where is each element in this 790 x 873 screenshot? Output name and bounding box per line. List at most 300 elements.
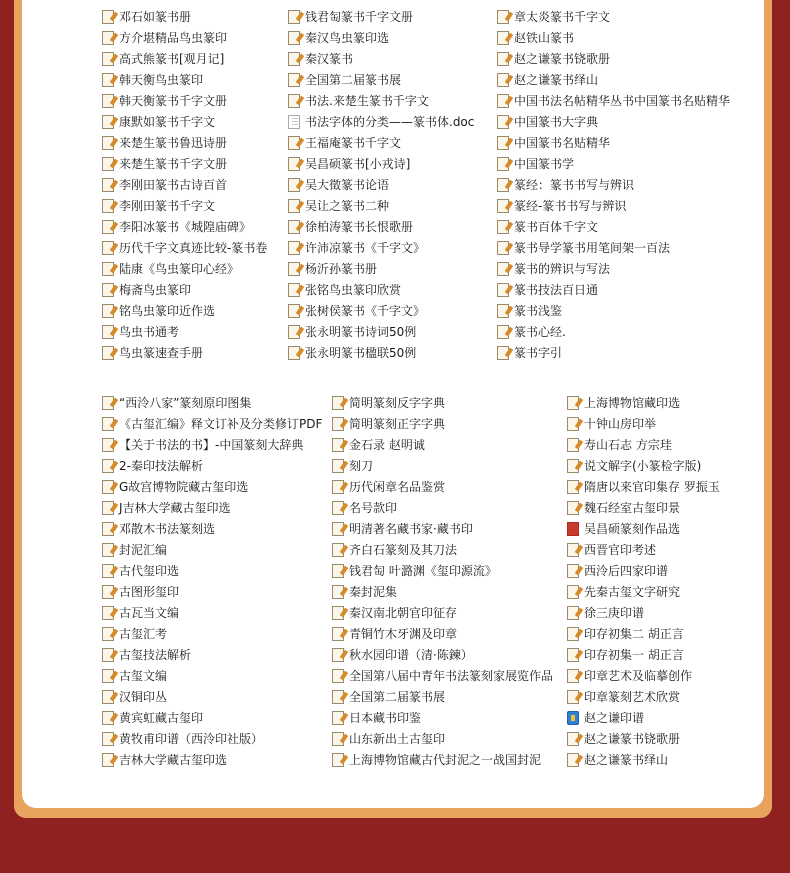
file-item[interactable] xyxy=(497,216,737,237)
file-item[interactable] xyxy=(567,581,747,602)
file-item[interactable] xyxy=(102,216,288,237)
file-item[interactable] xyxy=(102,476,332,497)
file-column xyxy=(497,6,737,363)
pdf-file-icon xyxy=(567,459,579,473)
file-item[interactable] xyxy=(567,749,747,770)
file-item[interactable] xyxy=(497,279,737,300)
pdf-file-icon xyxy=(102,438,114,452)
file-item[interactable] xyxy=(567,518,747,539)
file-name: 先秦古玺文字研究 xyxy=(584,585,681,599)
pdf-file-icon xyxy=(332,501,344,515)
file-name: 赵之谦篆书绎山 xyxy=(584,753,669,767)
file-name: 中国书法名帖精华丛书中国篆书名贴精华 xyxy=(514,94,731,108)
pdf-file-icon xyxy=(497,94,509,108)
file-item[interactable] xyxy=(102,497,332,518)
file-item[interactable] xyxy=(288,153,497,174)
file-name: 韩天衡篆书千字文册 xyxy=(119,94,228,108)
app-file-icon xyxy=(567,711,579,725)
pdf-file-icon xyxy=(567,480,579,494)
pdf-file-icon xyxy=(497,31,509,45)
pdf-file-icon xyxy=(102,73,114,87)
file-item[interactable] xyxy=(497,237,737,258)
file-item[interactable] xyxy=(102,237,288,258)
file-name: 明清著名藏书家·藏书印 xyxy=(349,522,473,536)
file-item[interactable] xyxy=(567,623,747,644)
file-item[interactable] xyxy=(332,497,567,518)
file-item[interactable] xyxy=(102,300,288,321)
file-item[interactable] xyxy=(497,69,737,90)
file-item[interactable] xyxy=(497,300,737,321)
file-item[interactable] xyxy=(497,27,737,48)
file-name: 中国篆书名贴精华 xyxy=(514,136,611,150)
file-name: 说文解字(小篆检字版) xyxy=(584,459,702,473)
file-item[interactable] xyxy=(332,602,567,623)
pdf-file-icon xyxy=(288,52,300,66)
pdf-file-icon xyxy=(288,304,300,318)
file-name: 邓散木书法篆刻选 xyxy=(119,522,216,536)
file-grid-2 xyxy=(102,392,747,770)
file-item[interactable] xyxy=(288,132,497,153)
file-item[interactable] xyxy=(102,48,288,69)
file-item[interactable] xyxy=(332,476,567,497)
file-item[interactable] xyxy=(102,518,332,539)
file-item[interactable] xyxy=(332,686,567,707)
pdf-file-icon xyxy=(332,438,344,452)
file-item[interactable] xyxy=(102,6,288,27)
file-item[interactable] xyxy=(102,111,288,132)
pdf-file-icon xyxy=(497,283,509,297)
file-item[interactable] xyxy=(497,90,737,111)
pdf-file-icon xyxy=(332,585,344,599)
pdf-file-icon xyxy=(102,522,114,536)
file-name: 篆书字引 xyxy=(514,346,563,360)
file-name: 赵之谦篆书铙歌册 xyxy=(584,732,681,746)
pdf-file-icon xyxy=(332,627,344,641)
pdf-file-icon xyxy=(567,690,579,704)
file-item[interactable] xyxy=(567,539,747,560)
file-name: 简明篆刻反字字典 xyxy=(349,396,446,410)
file-name: 秦汉南北朝官印征存 xyxy=(349,606,458,620)
file-item[interactable] xyxy=(288,90,497,111)
file-name: 李阳冰篆书《城隍庙碑》 xyxy=(119,220,252,234)
file-item[interactable] xyxy=(497,48,737,69)
pdf-file-icon xyxy=(102,606,114,620)
pdf-file-icon xyxy=(332,543,344,557)
pdf-file-icon xyxy=(102,480,114,494)
file-name: 来楚生篆书鲁迅诗册 xyxy=(119,136,228,150)
file-item[interactable] xyxy=(497,132,737,153)
file-item[interactable] xyxy=(288,342,497,363)
file-item[interactable] xyxy=(567,602,747,623)
file-name: 西泠后四家印谱 xyxy=(584,564,669,578)
file-name: 杨沂孙篆书册 xyxy=(305,262,378,276)
file-item[interactable] xyxy=(102,279,288,300)
file-item[interactable] xyxy=(102,602,332,623)
file-column xyxy=(102,392,332,770)
file-name: 吉林大学藏古玺印选 xyxy=(119,753,228,767)
file-name: 李刚田篆书千字文 xyxy=(119,199,216,213)
file-item[interactable] xyxy=(332,434,567,455)
file-item[interactable] xyxy=(332,644,567,665)
pdf-file-icon xyxy=(288,136,300,150)
file-item[interactable] xyxy=(332,560,567,581)
pdf-file-icon xyxy=(102,325,114,339)
file-item[interactable] xyxy=(102,686,332,707)
pdf-file-icon xyxy=(497,52,509,66)
pdf-file-icon xyxy=(332,732,344,746)
file-name: 山东新出土古玺印 xyxy=(349,732,446,746)
file-name: 古图形玺印 xyxy=(119,585,180,599)
pdf-file-icon xyxy=(102,178,114,192)
file-name: 赵铁山篆书 xyxy=(514,31,575,45)
pdf-file-icon xyxy=(288,346,300,360)
file-name: 古玺文编 xyxy=(119,669,168,683)
pdf-file-icon xyxy=(102,753,114,767)
file-name: 李刚田篆书古诗百首 xyxy=(119,178,228,192)
file-name: 秦汉篆书 xyxy=(305,52,354,66)
file-name: 许沛凉篆书《千字文》 xyxy=(305,241,426,255)
file-name: 邓石如篆书册 xyxy=(119,10,192,24)
file-name: 徐柏涛篆书长恨歌册 xyxy=(305,220,414,234)
pdf-file-icon xyxy=(102,501,114,515)
file-name: 篆经-篆书书写与辨识 xyxy=(514,199,627,213)
file-name: 来楚生篆书千字文册 xyxy=(119,157,228,171)
file-name: 金石录 赵明诚 xyxy=(349,438,425,452)
file-name: 张铭鸟虫篆印欣赏 xyxy=(305,283,402,297)
pdf-file-icon xyxy=(288,73,300,87)
pdf-file-icon xyxy=(567,669,579,683)
pdf-file-icon xyxy=(288,10,300,24)
file-name: 吴昌硕篆刻作品选 xyxy=(584,522,681,536)
file-name: 齐白石篆刻及其刀法 xyxy=(349,543,458,557)
pdf-file-icon xyxy=(332,711,344,725)
file-name: 赵之谦篆书铙歌册 xyxy=(514,52,611,66)
pdf-file-icon xyxy=(567,543,579,557)
file-name: 康默如篆书千字文 xyxy=(119,115,216,129)
file-name: 全国第八届中青年书法篆刻家展览作品 xyxy=(349,669,554,683)
file-item[interactable] xyxy=(332,581,567,602)
file-item[interactable] xyxy=(497,321,737,342)
file-item[interactable] xyxy=(497,174,737,195)
pdf-file-icon xyxy=(332,690,344,704)
file-item[interactable] xyxy=(102,69,288,90)
pdf-file-icon xyxy=(567,753,579,767)
pdf-file-icon xyxy=(497,304,509,318)
file-item[interactable] xyxy=(102,413,332,434)
pdf-file-icon xyxy=(497,10,509,24)
file-name: 书法.来楚生篆书千字文 xyxy=(305,94,429,108)
pdf-file-icon xyxy=(288,325,300,339)
file-item[interactable] xyxy=(102,342,288,363)
pdf-file-icon xyxy=(102,157,114,171)
file-item[interactable] xyxy=(567,686,747,707)
file-name: 高式熊篆书[观月记] xyxy=(119,52,225,66)
file-item[interactable] xyxy=(102,749,332,770)
file-name: 秦汉鸟虫篆印选 xyxy=(305,31,390,45)
file-item[interactable] xyxy=(288,237,497,258)
file-name: 简明篆刻正字字典 xyxy=(349,417,446,431)
file-item[interactable] xyxy=(567,413,747,434)
pdf-file-icon xyxy=(497,115,509,129)
file-item[interactable] xyxy=(567,476,747,497)
file-name: 徐三庚印谱 xyxy=(584,606,645,620)
pdf-file-icon xyxy=(288,283,300,297)
file-item[interactable] xyxy=(102,392,332,413)
file-item[interactable] xyxy=(497,6,737,27)
file-name: 秦封泥集 xyxy=(349,585,398,599)
file-item[interactable] xyxy=(102,728,332,749)
pdf-file-icon xyxy=(102,543,114,557)
pdf-file-icon xyxy=(102,94,114,108)
file-item[interactable] xyxy=(567,560,747,581)
pdf-file-icon xyxy=(102,262,114,276)
pdf-file-icon xyxy=(288,157,300,171)
file-item[interactable] xyxy=(497,258,737,279)
pdf-file-icon xyxy=(332,564,344,578)
pdf-file-icon xyxy=(332,459,344,473)
file-name: G故宫博物院藏古玺印选 xyxy=(119,480,249,494)
pdf-file-icon xyxy=(497,262,509,276)
file-name: 全国第二届篆书展 xyxy=(349,690,446,704)
pdf-file-icon xyxy=(102,304,114,318)
file-name: 2-秦印技法解析 xyxy=(119,459,203,473)
file-item[interactable] xyxy=(288,27,497,48)
file-item[interactable] xyxy=(102,665,332,686)
file-name: 篆经：篆书书写与辨识 xyxy=(514,178,635,192)
file-name: 【关于书法的书】-中国篆刻大辞典 xyxy=(119,438,304,452)
file-item[interactable] xyxy=(288,258,497,279)
pdf-file-icon xyxy=(102,459,114,473)
file-name: 中国篆书大字典 xyxy=(514,115,599,129)
file-name: 鸟虫篆速查手册 xyxy=(119,346,204,360)
file-name: 隋唐以来官印集存 罗振玉 xyxy=(584,480,720,494)
file-item[interactable] xyxy=(102,560,332,581)
pdf-file-icon xyxy=(102,585,114,599)
file-name: 鸟虫书通考 xyxy=(119,325,180,339)
file-item[interactable] xyxy=(102,644,332,665)
file-name: 张树侯篆书《千字文》 xyxy=(305,304,426,318)
file-name: 赵之谦印谱 xyxy=(584,711,645,725)
pdf-file-icon xyxy=(332,480,344,494)
pdf-file-icon xyxy=(497,178,509,192)
pdf-file-icon xyxy=(102,732,114,746)
pdf-file-icon xyxy=(288,220,300,234)
pdf-file-icon xyxy=(567,732,579,746)
file-item[interactable] xyxy=(497,111,737,132)
pdf-file-icon xyxy=(332,417,344,431)
file-item[interactable] xyxy=(102,195,288,216)
file-item[interactable] xyxy=(102,539,332,560)
file-item[interactable] xyxy=(497,153,737,174)
file-name: 古代玺印选 xyxy=(119,564,180,578)
pdf-file-icon xyxy=(288,241,300,255)
file-name: 日本藏书印鉴 xyxy=(349,711,422,725)
file-name: 十钟山房印举 xyxy=(584,417,657,431)
file-name: 西晋官印考述 xyxy=(584,543,657,557)
file-name: 青铜竹木牙渊及印章 xyxy=(349,627,458,641)
file-column xyxy=(567,392,747,770)
file-name: 封泥汇编 xyxy=(119,543,168,557)
file-item[interactable] xyxy=(102,707,332,728)
file-item[interactable] xyxy=(497,195,737,216)
pdf-file-icon xyxy=(102,10,114,24)
file-item[interactable] xyxy=(332,707,567,728)
pdf-file-icon xyxy=(497,220,509,234)
pdf-file-icon xyxy=(497,325,509,339)
file-item[interactable] xyxy=(567,497,747,518)
file-item[interactable] xyxy=(102,623,332,644)
file-item[interactable] xyxy=(102,321,288,342)
pdf-file-icon xyxy=(102,417,114,431)
file-column xyxy=(288,6,497,363)
pdf-file-icon xyxy=(497,241,509,255)
file-name: 寿山石志 方宗珪 xyxy=(584,438,672,452)
file-item[interactable] xyxy=(332,518,567,539)
pdf-file-icon xyxy=(567,648,579,662)
file-item[interactable] xyxy=(102,27,288,48)
file-item[interactable] xyxy=(102,90,288,111)
pdf-file-icon xyxy=(567,564,579,578)
pdf-file-icon xyxy=(497,73,509,87)
doc-file-icon xyxy=(288,115,300,129)
file-name: 黄宾虹藏古玺印 xyxy=(119,711,204,725)
pdf-file-icon xyxy=(102,627,114,641)
file-item[interactable] xyxy=(497,342,737,363)
pdf-file-icon xyxy=(288,178,300,192)
pdf-file-icon xyxy=(102,220,114,234)
file-column xyxy=(332,392,567,770)
file-item[interactable] xyxy=(102,132,288,153)
pdf-file-icon xyxy=(102,31,114,45)
file-item[interactable] xyxy=(288,69,497,90)
file-item[interactable] xyxy=(288,174,497,195)
file-item[interactable] xyxy=(567,392,747,413)
pdf-file-icon xyxy=(102,115,114,129)
file-item[interactable] xyxy=(332,539,567,560)
file-name: 印存初集二 胡正言 xyxy=(584,627,684,641)
file-name: 赵之谦篆书绎山 xyxy=(514,73,599,87)
file-name: 梅斋鸟虫篆印 xyxy=(119,283,192,297)
file-item[interactable] xyxy=(567,665,747,686)
file-name: 上海博物馆藏印选 xyxy=(584,396,681,410)
file-item[interactable] xyxy=(102,153,288,174)
file-item[interactable] xyxy=(332,623,567,644)
file-item[interactable] xyxy=(332,413,567,434)
file-name: 秋水园印谱（清·陈鍊） xyxy=(349,648,473,662)
file-item[interactable] xyxy=(332,665,567,686)
file-item[interactable] xyxy=(332,455,567,476)
pdf-file-icon xyxy=(567,627,579,641)
pdf-file-icon xyxy=(288,31,300,45)
file-name: 全国第二届篆书展 xyxy=(305,73,402,87)
pdf-file-icon xyxy=(102,199,114,213)
file-name: 王福庵篆书千字文 xyxy=(305,136,402,150)
pdf-file-icon xyxy=(497,136,509,150)
file-name: 历代千字文真迹比较-篆书卷 xyxy=(119,241,268,255)
file-item[interactable] xyxy=(567,644,747,665)
file-item[interactable] xyxy=(288,321,497,342)
file-name: 古瓦当文编 xyxy=(119,606,180,620)
file-item[interactable] xyxy=(567,434,747,455)
pdf-file-icon xyxy=(567,396,579,410)
file-item[interactable] xyxy=(102,174,288,195)
file-name: 篆书的辨识与写法 xyxy=(514,262,611,276)
file-item[interactable] xyxy=(288,6,497,27)
file-item[interactable] xyxy=(288,195,497,216)
file-name: 历代闲章名品鉴赏 xyxy=(349,480,446,494)
file-name: “西泠八家”篆刻原印图集 xyxy=(119,396,252,410)
file-name: 张永明篆书楹联50例 xyxy=(305,346,417,360)
file-name: 《古玺汇编》释文订补及分类修订PDF xyxy=(119,417,323,431)
file-name: 古玺汇考 xyxy=(119,627,168,641)
file-item[interactable] xyxy=(102,258,288,279)
pdf-file-icon xyxy=(332,669,344,683)
pdf-file-icon xyxy=(102,648,114,662)
file-item[interactable] xyxy=(288,300,497,321)
file-name: 印存初集一 胡正言 xyxy=(584,648,684,662)
file-item[interactable] xyxy=(102,581,332,602)
file-name: 吴让之篆书二种 xyxy=(305,199,390,213)
pdf-file-icon xyxy=(497,346,509,360)
file-item[interactable] xyxy=(332,392,567,413)
file-item[interactable] xyxy=(567,707,747,728)
file-name: 钱君匋 叶潞渊《玺印源流》 xyxy=(349,564,497,578)
pdf-file-icon xyxy=(332,606,344,620)
file-name: 古玺技法解析 xyxy=(119,648,192,662)
file-list-panel xyxy=(22,0,764,808)
pdf-file-icon xyxy=(102,711,114,725)
file-name: 刻刀 xyxy=(349,459,374,473)
pdf-file-icon xyxy=(332,648,344,662)
file-name: 书法字体的分类——篆书体.doc xyxy=(305,115,475,129)
file-column xyxy=(102,6,288,363)
file-item[interactable] xyxy=(102,455,332,476)
file-item[interactable] xyxy=(288,111,497,132)
pdf-file-icon xyxy=(332,396,344,410)
file-name: 陆康《鸟虫篆印心经》 xyxy=(119,262,240,276)
file-name: 韩天衡鸟虫篆印 xyxy=(119,73,204,87)
file-name: 张永明篆书诗词50例 xyxy=(305,325,417,339)
file-item[interactable] xyxy=(567,728,747,749)
pdf-file-icon xyxy=(102,690,114,704)
file-item[interactable] xyxy=(288,216,497,237)
pdf-file-icon xyxy=(567,585,579,599)
file-item[interactable] xyxy=(567,455,747,476)
pdf-file-icon xyxy=(567,606,579,620)
pdf-file-icon xyxy=(497,199,509,213)
file-item[interactable] xyxy=(288,48,497,69)
file-item[interactable] xyxy=(332,728,567,749)
pdf-file-icon xyxy=(102,396,114,410)
pdf-file-icon xyxy=(102,52,114,66)
file-name: J吉林大学藏古玺印选 xyxy=(119,501,231,515)
file-item[interactable] xyxy=(288,279,497,300)
pdf-file-icon xyxy=(102,241,114,255)
pdf-file-icon xyxy=(102,669,114,683)
pdf-file-icon xyxy=(567,501,579,515)
file-name: 印章篆刻艺术欣赏 xyxy=(584,690,681,704)
pdf-file-icon xyxy=(567,438,579,452)
image-file-icon xyxy=(567,522,579,536)
pdf-file-icon xyxy=(102,346,114,360)
file-name: 魏石经室古玺印景 xyxy=(584,501,681,515)
file-name: 印章艺术及临摹创作 xyxy=(584,669,693,683)
pdf-file-icon xyxy=(102,564,114,578)
pdf-file-icon xyxy=(567,417,579,431)
file-item[interactable] xyxy=(332,749,567,770)
pdf-file-icon xyxy=(332,753,344,767)
file-item[interactable] xyxy=(102,434,332,455)
